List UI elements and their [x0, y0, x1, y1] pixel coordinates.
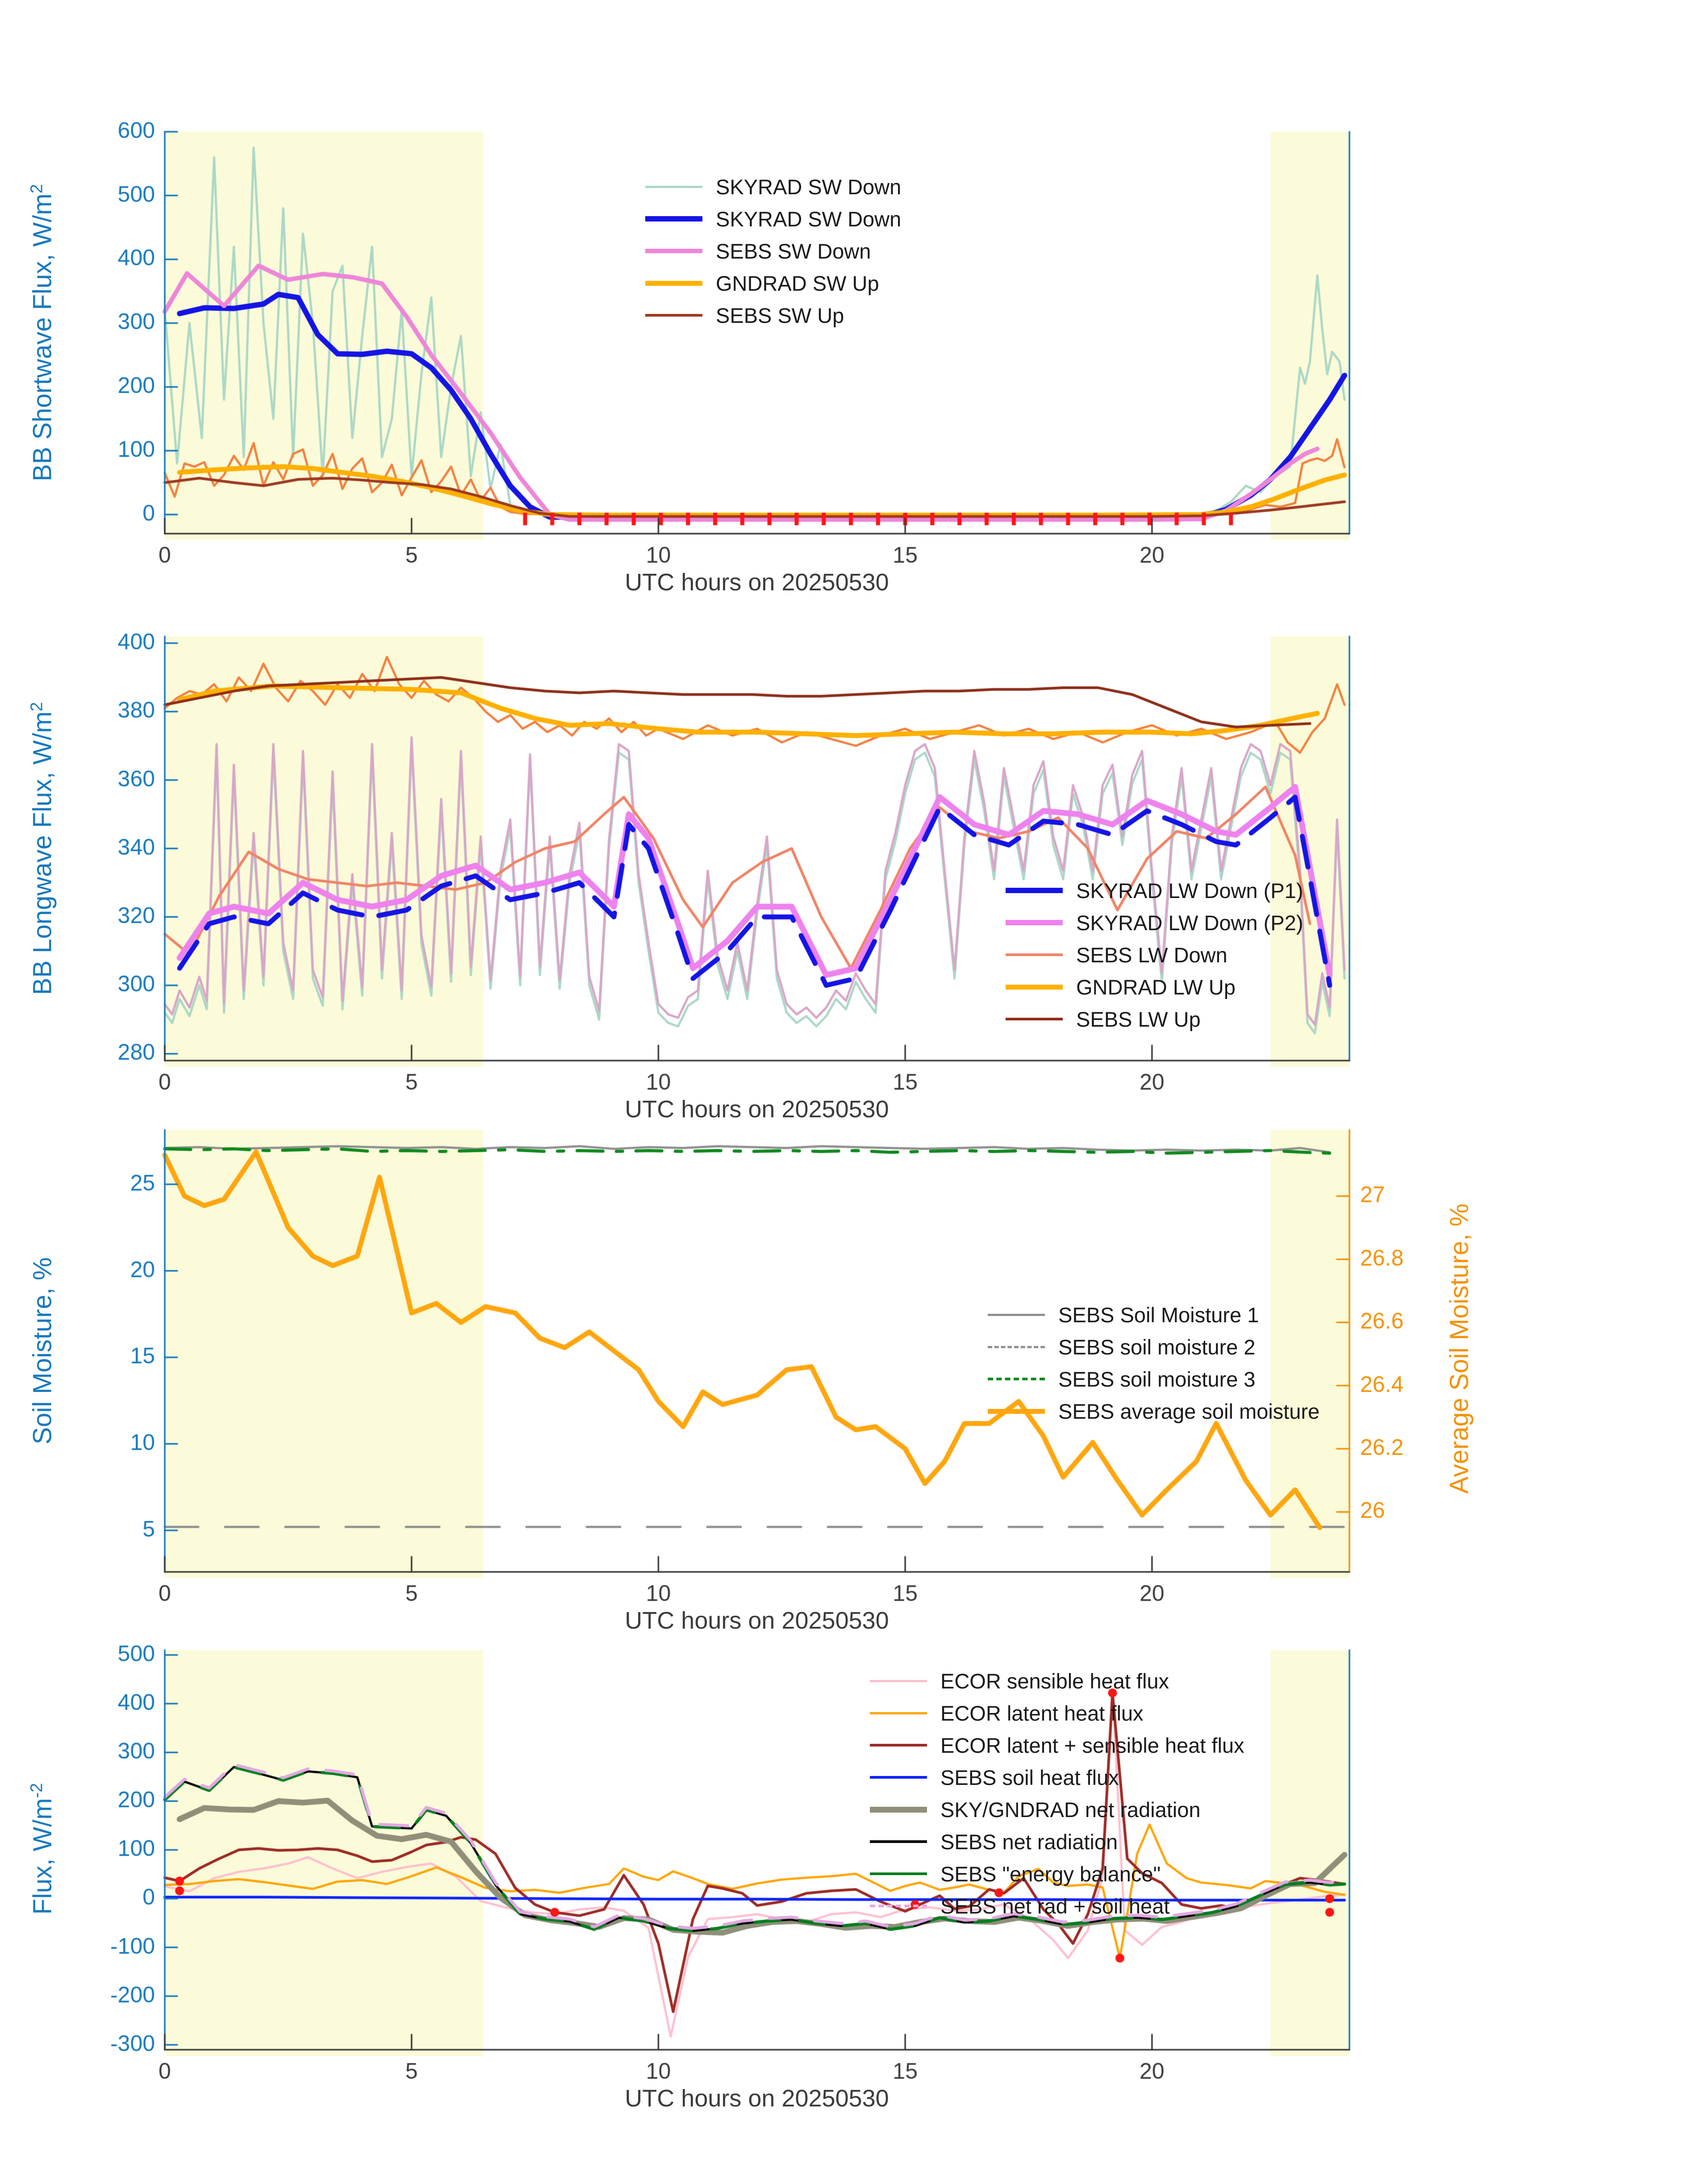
legend-swatch — [870, 1744, 927, 1747]
legend-label: ECOR sensible heat flux — [940, 1669, 1169, 1693]
legend-label: SEBS average soil moisture — [1058, 1399, 1320, 1423]
legend-swatch — [870, 1680, 927, 1682]
x-axis-label-2: UTC hours on 20250530 — [625, 1096, 889, 1123]
legend-swatch — [1006, 953, 1063, 956]
legend-swatch — [645, 281, 702, 286]
legend-swatch — [870, 1776, 927, 1779]
legend-item — [1006, 907, 1303, 939]
legend-swatch — [870, 1905, 927, 1907]
legend-swatch — [645, 314, 702, 317]
legend-label: GNDRAD SW Up — [716, 271, 879, 295]
legend-swatch — [988, 1314, 1045, 1316]
legend-label: SKYRAD LW Down (P2) — [1076, 911, 1303, 935]
legend-item — [645, 235, 901, 267]
legend-swatch — [1006, 920, 1063, 925]
legend-label: SEBS LW Down — [1076, 943, 1228, 967]
legend-item — [870, 1858, 1244, 1890]
legend-item — [988, 1331, 1320, 1363]
legend-swatch — [870, 1872, 927, 1875]
legend-swatch — [870, 1840, 927, 1843]
x-axis-label-3: UTC hours on 20250530 — [625, 1607, 889, 1634]
legend-swatch — [645, 186, 702, 188]
legend-label: SEBS SW Up — [716, 303, 844, 327]
legend-item — [870, 1729, 1244, 1761]
legend-swatch — [1006, 888, 1063, 893]
legend-swatch — [1006, 1018, 1063, 1020]
legend-swatch — [645, 216, 702, 221]
legend-label: GNDRAD LW Up — [1076, 975, 1236, 999]
y-axis-label-soil-moisture: Soil Moisture, % — [28, 1257, 57, 1445]
legend-item — [645, 267, 901, 299]
legend-label: SEBS soil moisture 2 — [1058, 1335, 1256, 1359]
legend-item — [988, 1395, 1320, 1427]
legend-label: SKYRAD SW Down — [716, 207, 902, 231]
legend-swatch — [645, 249, 702, 253]
legend-item — [988, 1363, 1320, 1395]
legend-item — [1006, 874, 1303, 907]
legend-swatch — [988, 1378, 1045, 1380]
y-axis-label-longwave: BB Longwave Flux, $W/m^2$ — [27, 702, 57, 995]
legend-item — [870, 1697, 1244, 1729]
legend-item — [1006, 971, 1303, 1003]
legend-swatch — [988, 1346, 1045, 1348]
legend-label: SEBS net radiation — [940, 1830, 1118, 1854]
x-axis-label-1: UTC hours on 20250530 — [625, 569, 889, 596]
legend-swatch — [988, 1409, 1045, 1414]
legend-item — [645, 171, 901, 203]
legend-item — [645, 299, 901, 331]
legend-label: ECOR latent + sensible heat flux — [940, 1733, 1244, 1757]
legend-label: SKY/GNDRAD net radiation — [940, 1797, 1201, 1822]
legend-item — [870, 1826, 1244, 1858]
legend-label: SKYRAD LW Down (P1) — [1076, 878, 1303, 903]
x-axis-label-4: UTC hours on 20250530 — [625, 2085, 889, 2112]
legend-item — [870, 1665, 1244, 1697]
legend-label: SEBS soil moisture 3 — [1058, 1367, 1256, 1391]
legend-item — [870, 1793, 1244, 1826]
legend-label: SEBS Soil Moisture 1 — [1058, 1303, 1259, 1327]
legend-longwave — [1006, 874, 1303, 1035]
legend-item — [645, 203, 901, 235]
y-axis-label-flux: Flux, $W/m^{-2}$ — [27, 1783, 57, 1915]
legend-flux — [870, 1665, 1244, 1922]
y-axis-label-avg-soil-moisture: Average Soil Moisture, % — [1445, 1203, 1474, 1494]
legend-label: SEBS "energy balance" — [940, 1862, 1161, 1886]
legend-swatch — [1006, 985, 1063, 990]
legend-label: SEBS LW Up — [1076, 1007, 1201, 1031]
legend-item — [988, 1299, 1320, 1331]
legend-swatch — [870, 1712, 927, 1714]
legend-item — [1006, 939, 1303, 971]
legend-soil-moisture — [988, 1299, 1320, 1427]
legend-shortwave — [645, 171, 901, 331]
legend-label: SKYRAD SW Down — [716, 175, 902, 199]
legend-item — [1006, 1003, 1303, 1035]
legend-item — [870, 1761, 1244, 1793]
legend-item — [870, 1890, 1244, 1922]
legend-swatch — [870, 1807, 927, 1813]
legend-label: SEBS soil heat flux — [940, 1765, 1119, 1789]
legend-label: ECOR latent heat flux — [940, 1701, 1144, 1725]
y-axis-label-shortwave: BB Shortwave Flux, $W/m^2$ — [27, 184, 57, 481]
legend-label: SEBS SW Down — [716, 239, 871, 263]
legend-label: SEBS net rad + soil heat — [940, 1894, 1170, 1918]
